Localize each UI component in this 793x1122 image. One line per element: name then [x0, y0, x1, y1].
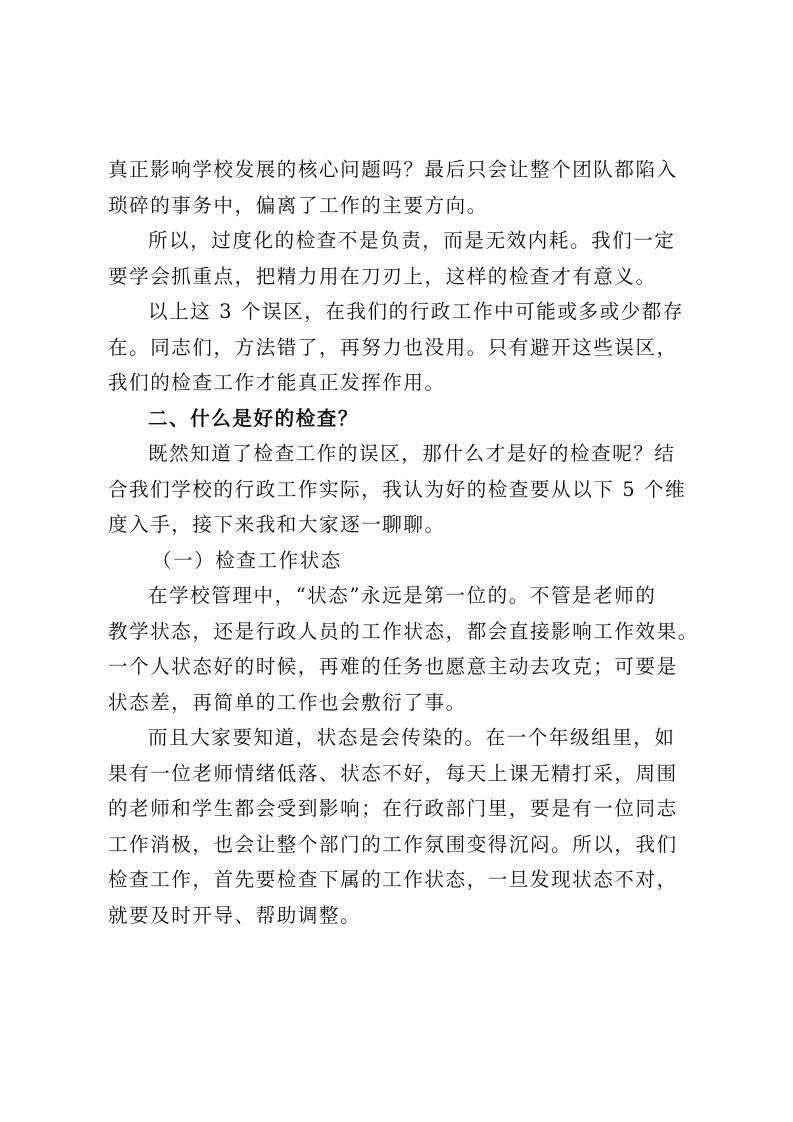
text-line: 合我们学校的行政工作实际，我认为好的检查要从以下 5 个维 [108, 477, 687, 501]
text-line: 工作消极，也会让整个部门的工作氛围变得沉闷。所以，我们 [108, 832, 678, 856]
text-line: 的老师和学生都会受到影响；在行政部门里，要是有一位同志 [108, 797, 678, 820]
text-line: 度入手，接下来我和大家逐一聊聊。 [108, 513, 446, 536]
text-line: 在。同志们，方法错了，再努力也没用。只有避开这些误区， [108, 335, 678, 359]
text-line: 检查工作，首先要检查下属的工作状态，一旦发现状态不对， [108, 868, 678, 891]
paragraph-first-line: 既然知道了检查工作的误区，那什么才是好的检查呢？结 [148, 442, 676, 465]
text-line: 教学状态，还是行政人员的工作状态，都会直接影响工作效果。 [108, 619, 699, 643]
text-line: 真正影响学校发展的核心问题吗？最后只会让整个团队都陷入 [108, 158, 678, 181]
text-line: 果有一位老师情绪低落、状态不好，每天上课无精打采，周围 [108, 761, 678, 785]
section-heading: 二、什么是好的检查？ [148, 406, 360, 430]
text-line: 状态差，再简单的工作也会敷衍了事。 [108, 690, 467, 714]
paragraph-first-line: 以上这 3 个误区，在我们的行政工作中可能或多或少都存 [148, 300, 685, 323]
text-line: 我们的检查工作才能真正发挥作用。 [108, 371, 446, 394]
text-line: 一个人状态好的时候，再难的任务也愿意主动去攻克；可要是 [108, 655, 678, 678]
document-body [108, 152, 699, 933]
text-line: 要学会抓重点，把精力用在刀刃上，这样的检查才有意义。 [108, 264, 657, 288]
paragraph-first-line: 在学校管理中，“状态”永远是第一位的。不管是老师的 [148, 584, 657, 607]
subsection-heading: （一）检查工作状态 [152, 548, 342, 572]
text-line: 就要及时开导、帮助调整。 [108, 903, 362, 927]
text-line: 琐碎的事务中，偏离了工作的主要方向。 [108, 193, 488, 217]
paragraph-first-line: 所以，过度化的检查不是负责，而是无效内耗。我们一定 [148, 229, 676, 252]
paragraph-first-line: 而且大家要知道，状态是会传染的。在一个年级组里，如 [148, 726, 676, 749]
